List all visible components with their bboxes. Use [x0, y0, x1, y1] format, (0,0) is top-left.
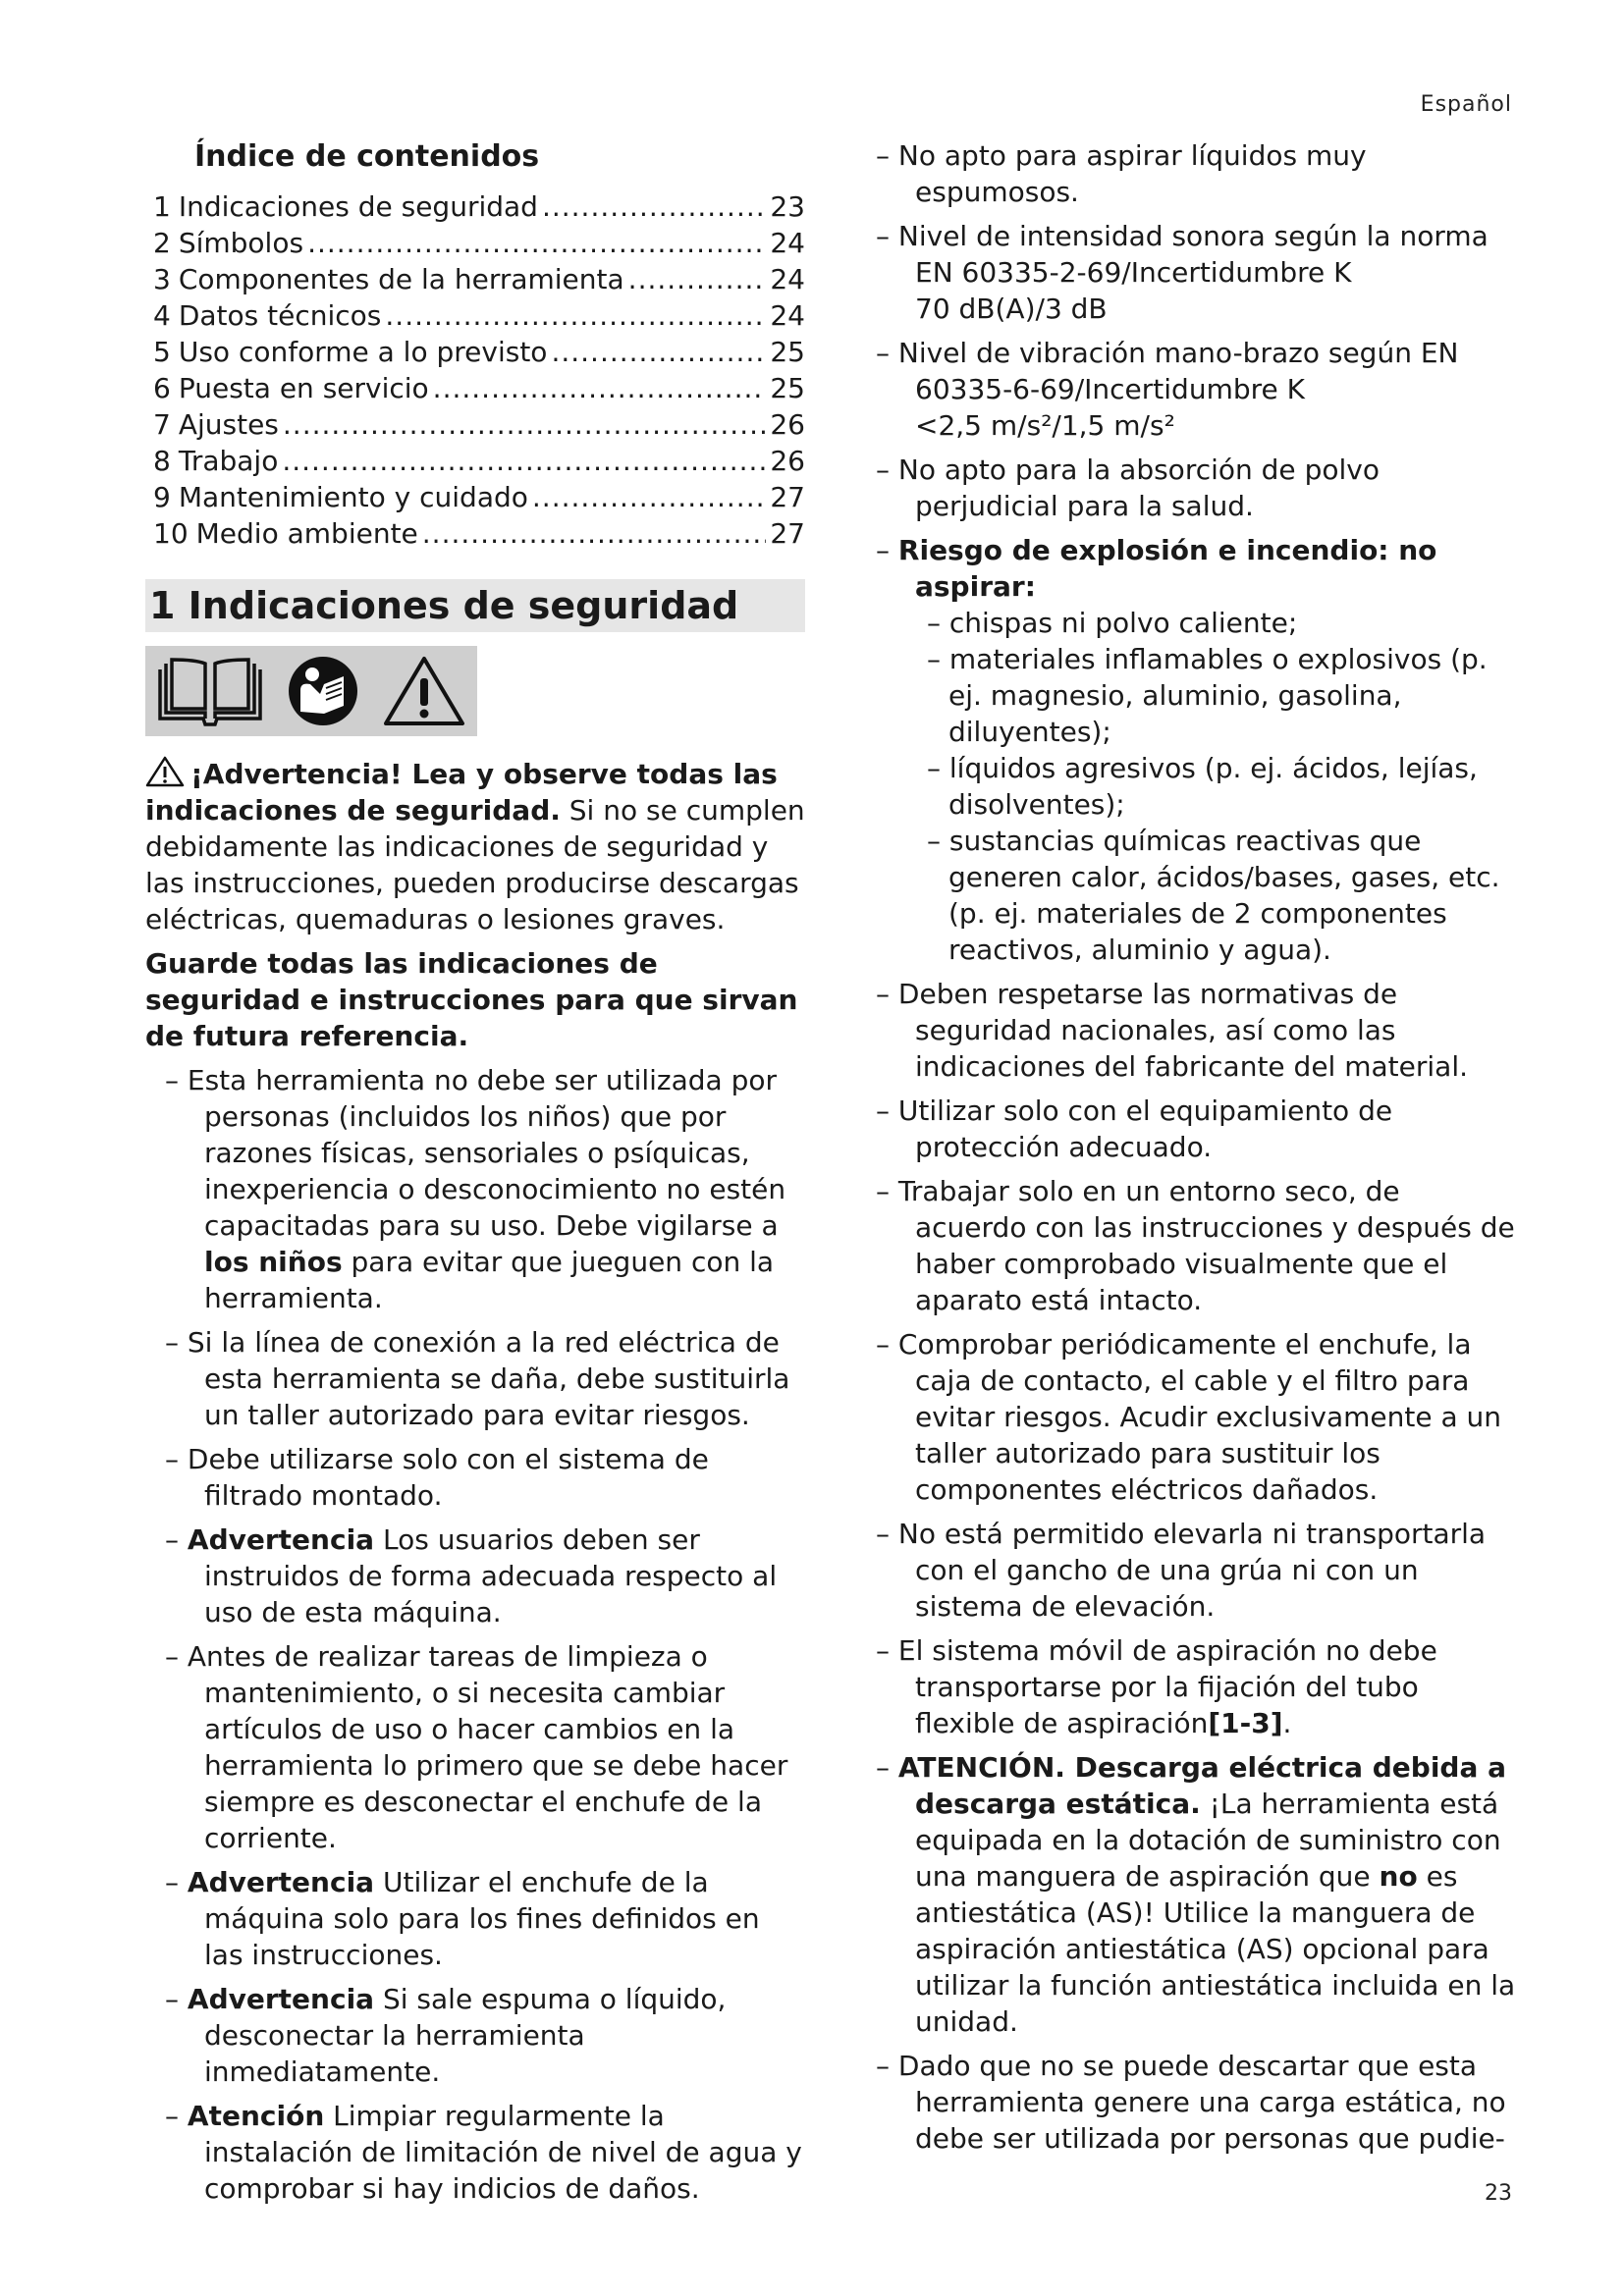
toc-label: Mantenimiento y cuidado — [178, 481, 528, 513]
list-item-text: No apto para aspirar líquidos muy espumosos. — [897, 139, 1367, 208]
list-item-text: Antes de realizar tareas de limpieza o mantenimiento, o si necesita cambiar artículos de uso o hacer cambios en la herramienta lo primero que se debe hacer siempre es desconectar el enchufe de la corriente. — [187, 1640, 788, 1854]
toc-number: 9 — [153, 481, 171, 513]
list-item-text: Dado que no se puede descartar que esta herramienta genere una carga estática, no debe ser utilizada por personas que pudie- — [897, 2050, 1506, 2155]
list-item-bold: los niños — [204, 1246, 343, 1278]
toc-number: 1 — [153, 190, 171, 223]
list-item — [856, 1632, 1516, 1741]
list-item — [145, 1062, 805, 1316]
warning-triangle-icon — [145, 756, 185, 787]
page-number: 23 — [1485, 2181, 1512, 2206]
toc-item[interactable] — [153, 261, 805, 297]
toc-item[interactable] — [153, 406, 805, 443]
vibration-value: <2,5 m/s²/1,5 m/s² — [915, 409, 1175, 442]
toc-item[interactable] — [153, 443, 805, 479]
toc-label: Uso conforme a lo previsto — [178, 336, 548, 368]
list-item-text: ¡La herramienta está equipada en la dotación de suministro con una manguera de aspiración que — [915, 1788, 1501, 1893]
list-item — [856, 218, 1516, 327]
table-of-contents — [153, 188, 805, 552]
list-item-text: No está permitido elevarla ni transportarla con el gancho de una grúa ni con un sistema de elevación. — [897, 1518, 1487, 1623]
toc-page: 24 — [770, 263, 805, 295]
toc-leader — [283, 406, 766, 443]
toc-leader — [307, 225, 766, 261]
toc-number: 2 — [153, 227, 171, 259]
toc-page: 25 — [770, 336, 805, 368]
keep-instructions-text: Guarde todas las indicaciones de seguridad e instrucciones para que sirvan de futura referencia. — [145, 947, 798, 1052]
toc-page: 27 — [770, 517, 805, 550]
toc-leader — [282, 443, 766, 479]
toc-label: Trabajo — [178, 445, 279, 477]
list-item — [145, 2098, 805, 2207]
toc-item[interactable] — [153, 479, 805, 515]
toc-page: 26 — [770, 445, 805, 477]
toc-leader — [542, 188, 766, 225]
toc-number: 3 — [153, 263, 171, 295]
list-item — [856, 1749, 1516, 2040]
list-item-text: El sistema móvil de aspiración no debe transportarse por la fijación del tubo flexible de aspiración — [897, 1634, 1437, 1739]
list-item — [856, 137, 1516, 210]
toc-label: Datos técnicos — [178, 299, 382, 332]
list-item — [145, 1522, 805, 1630]
list-item — [856, 335, 1516, 444]
list-item-text: Limpiar regularmente la instalación de limitación de nivel de agua y comprobar si hay indicios de daños. — [204, 2100, 802, 2205]
warning-triangle-icon — [382, 655, 466, 727]
list-item-text: Utilizar el enchufe de la máquina solo para los fines definidos en las instrucciones. — [204, 1866, 760, 1971]
toc-number: 5 — [153, 336, 171, 368]
list-item-text: Deben respetarse las normativas de seguridad nacionales, así como las indicaciones del fabricante del material. — [897, 978, 1469, 1083]
toc-item[interactable] — [153, 334, 805, 370]
toc-title: Índice de contenidos — [194, 139, 540, 174]
toc-leader — [628, 261, 767, 297]
toc-item[interactable] — [153, 225, 805, 261]
list-item-text: Los usuarios deben ser instruidos de forma adecuada respecto al uso de esta máquina. — [204, 1523, 778, 1629]
list-item-bold: ATENCIÓN. Descarga eléctrica debida a descarga estática. — [897, 1751, 1506, 1820]
section-title: 1 Indicaciones de seguridad — [149, 584, 739, 627]
list-item — [856, 1173, 1516, 1318]
toc-number: 6 — [153, 372, 171, 404]
list-item-text: Trabajar solo en un entorno seco, de acuerdo con las instrucciones y después de haber comprobado visualmente que el aparato está intacto. — [897, 1175, 1515, 1316]
toc-page: 27 — [770, 481, 805, 513]
list-item-text: Si sale espuma o líquido, desconectar la herramienta inmediatamente. — [204, 1983, 727, 2088]
toc-number: 4 — [153, 299, 171, 332]
toc-label: Indicaciones de seguridad — [178, 190, 538, 223]
list-item-text: Si la línea de conexión a la red eléctrica de esta herramienta se daña, debe sustituirla un taller autorizado para evitar riesgos. — [187, 1326, 790, 1431]
list-item — [856, 2048, 1516, 2157]
list-item-text: para evitar que jueguen con la herramienta. — [204, 1246, 775, 1314]
noise-value: 70 dB(A)/3 dB — [915, 293, 1108, 325]
sub-list-item: – materiales inflamables o explosivos (p. ej. magnesio, aluminio, gasolina, diluyentes); — [915, 641, 1516, 750]
toc-leader — [532, 479, 766, 515]
toc-leader — [551, 334, 766, 370]
figure-reference: [1-3] — [1208, 1707, 1283, 1739]
toc-leader — [422, 515, 767, 552]
safety-symbols — [145, 646, 477, 736]
sub-list-item: – chispas ni polvo caliente; — [915, 605, 1516, 641]
list-item-bold: Advertencia — [187, 1523, 375, 1556]
list-item — [856, 452, 1516, 524]
keep-instructions — [145, 945, 805, 1054]
list-item — [856, 1516, 1516, 1625]
list-item-bold: Advertencia — [187, 1983, 375, 2015]
list-item — [145, 1981, 805, 2090]
explosion-sublist — [915, 605, 1516, 968]
list-item-text: Esta herramienta no debe ser utilizada por personas (incluidos los niños) que por razones físicas, sensoriales o psíquicas, inexperiencia o desconocimiento no estén capacitadas para su uso. Debe vigilarse a — [187, 1064, 786, 1242]
toc-label: Medio ambiente — [195, 517, 418, 550]
right-column — [856, 137, 1516, 2164]
list-item — [856, 532, 1516, 968]
list-item-text: Debe utilizarse solo con el sistema de filtrado montado. — [187, 1443, 709, 1512]
language-label: Español — [1420, 92, 1512, 117]
safety-list-right — [856, 137, 1516, 2157]
toc-label: Componentes de la herramienta — [178, 263, 624, 295]
safety-list-left — [145, 1062, 805, 2207]
list-item-text: Comprobar periódicamente el enchufe, la caja de contacto, el cable y el filtro para evitar riesgos. Acudir exclusivamente a un taller autorizado para sustituir los componentes eléctricos dañados. — [897, 1328, 1502, 1506]
list-item — [856, 976, 1516, 1085]
list-item-bold: Atención — [187, 2100, 325, 2132]
list-item — [145, 1324, 805, 1433]
toc-page: 25 — [770, 372, 805, 404]
warning-heading: ¡Advertencia! Lea y observe todas las indicaciones de seguridad. — [145, 758, 778, 827]
toc-number: 8 — [153, 445, 171, 477]
toc-item[interactable] — [153, 188, 805, 225]
list-item-bold: Advertencia — [187, 1866, 375, 1898]
sub-list-item: – sustancias químicas reactivas que generen calor, ácidos/bases, gases, etc. (p. ej. materiales de 2 componentes reactivos, aluminio y agua). — [915, 823, 1516, 968]
toc-item[interactable] — [153, 370, 805, 406]
warning-text: Si no se cumplen debidamente las indicaciones de seguridad y las instrucciones, pueden producirse descargas eléctricas, quemaduras o lesiones graves. — [145, 794, 805, 935]
section-heading-bar — [145, 579, 805, 632]
read-manual-icon — [156, 656, 264, 726]
list-item-text: No apto para la absorción de polvo perjudicial para la salud. — [897, 454, 1380, 522]
list-item — [145, 1864, 805, 1973]
toc-leader — [385, 297, 766, 334]
toc-label: Ajustes — [178, 408, 279, 441]
list-item-text: Nivel de vibración mano-brazo según EN 60335-6-69/Incertidumbre K — [897, 337, 1459, 405]
toc-leader — [433, 370, 767, 406]
toc-page: 23 — [770, 190, 805, 223]
general-warning — [145, 756, 805, 937]
sub-list-item: – líquidos agresivos (p. ej. ácidos, lejías, disolventes); — [915, 750, 1516, 823]
left-column — [145, 137, 805, 2215]
manual-instruction-icon — [287, 655, 359, 727]
list-item-text: . — [1282, 1707, 1292, 1739]
toc-page: 26 — [770, 408, 805, 441]
toc-page: 24 — [770, 227, 805, 259]
list-item — [145, 1441, 805, 1514]
list-item-text: Utilizar solo con el equipamiento de protección adecuado. — [897, 1095, 1393, 1163]
toc-label: Símbolos — [178, 227, 304, 259]
list-item-text: Nivel de intensidad sonora según la norma EN 60335-2-69/Incertidumbre K — [897, 220, 1489, 289]
list-item-bold: no — [1379, 1860, 1418, 1893]
list-item-bold: Riesgo de explosión e incendio: no aspirar: — [897, 534, 1437, 603]
list-item-text: es antiestática (AS)! Utilice la manguera de aspiración antiestática (AS) opcional para utilizar la función antiestática incluida en la unidad. — [915, 1860, 1516, 2038]
toc-item[interactable] — [153, 297, 805, 334]
toc-label: Puesta en servicio — [178, 372, 429, 404]
list-item — [856, 1326, 1516, 1508]
list-item — [145, 1638, 805, 1856]
toc-number: 10 — [153, 517, 189, 550]
toc-item[interactable] — [153, 515, 805, 552]
list-item — [856, 1093, 1516, 1165]
toc-number: 7 — [153, 408, 171, 441]
toc-page: 24 — [770, 299, 805, 332]
